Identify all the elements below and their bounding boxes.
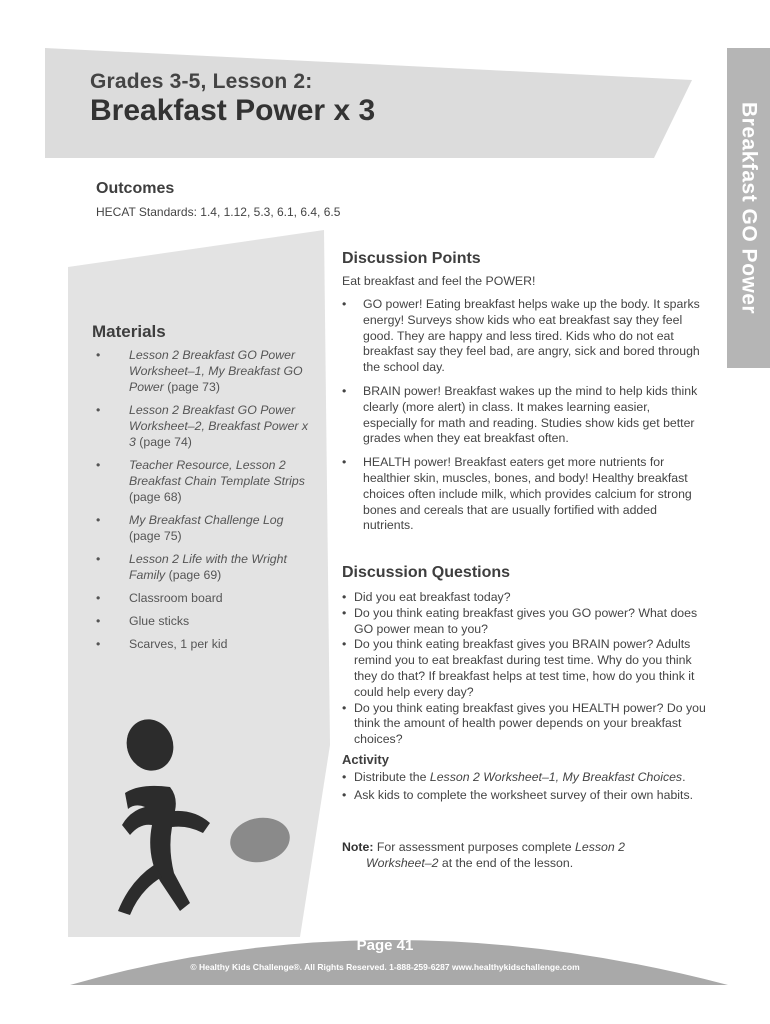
materials-item: • Lesson 2 Life with the Wright Family (page 69)	[96, 551, 316, 583]
discussion-point: • BRAIN power! Breakfast wakes up the mind to help kids think clearly (more alert) in class. It makes learning easier, especially for math and reading. Studies show kids get better grades when they eat breakfast often.	[342, 384, 707, 447]
copyright-notice: © Healthy Kids Challenge®. All Rights Reserved. 1-888-259-6287 www.healthykidschallenge.com	[190, 962, 580, 972]
discussion-points-list	[342, 297, 707, 542]
lesson-title: Breakfast Power x 3	[90, 94, 376, 127]
discussion-point: • GO power! Eating breakfast helps wake up the body. It sparks energy! Surveys show kids who eat breakfast say they feel good. They are happy and less tired. Kids who do not eat breakfast say they feel bad, are angry, sick and bored through the school day.	[342, 297, 707, 376]
hecat-standards: HECAT Standards: 1.4, 1.12, 5.3, 6.1, 6.4, 6.5	[96, 205, 341, 219]
activity-heading: Activity	[342, 752, 389, 767]
activity-item: • Ask kids to complete the worksheet survey of their own habits.	[342, 788, 707, 804]
grade-lesson-label: Grades 3-5, Lesson 2:	[90, 70, 313, 93]
materials-list	[96, 347, 316, 659]
runner-figure-icon	[100, 715, 300, 935]
activity-list	[342, 770, 707, 806]
discussion-question: • Did you eat breakfast today?	[342, 590, 707, 606]
note-block: Note: For assessment purposes complete Lesson 2 Worksheet–2 at the end of the lesson.	[342, 840, 625, 870]
materials-heading: Materials	[92, 322, 166, 341]
materials-item: • Teacher Resource, Lesson 2 Breakfast Chain Template Strips (page 68)	[96, 457, 316, 505]
discussion-question: • Do you think eating breakfast gives you HEALTH power? Do you think the amount of health power depends on your breakfast choices?	[342, 701, 707, 748]
outcomes-heading: Outcomes	[96, 180, 175, 197]
discussion-questions-list	[342, 590, 707, 748]
discussion-questions-heading: Discussion Questions	[342, 564, 511, 581]
discussion-points-intro: Eat breakfast and feel the POWER!	[342, 274, 536, 288]
materials-item: • Classroom board	[96, 590, 316, 606]
side-tab-label: Breakfast GO Power	[737, 101, 761, 315]
materials-item: • Glue sticks	[96, 613, 316, 629]
page-number: Page 41	[356, 937, 414, 954]
materials-item: • Lesson 2 Breakfast GO Power Worksheet–1, My Breakfast GO Power (page 73)	[96, 347, 316, 395]
materials-item: • Lesson 2 Breakfast GO Power Worksheet–2, Breakfast Power x 3 (page 74)	[96, 402, 316, 450]
discussion-points-heading: Discussion Points	[342, 250, 481, 267]
materials-item: • My Breakfast Challenge Log (page 75)	[96, 512, 316, 544]
note-label: Note:	[342, 840, 374, 854]
materials-item: • Scarves, 1 per kid	[96, 636, 316, 652]
activity-item: • Distribute the Lesson 2 Worksheet–1, My Breakfast Choices.	[342, 770, 707, 786]
discussion-point: • HEALTH power! Breakfast eaters get more nutrients for healthier skin, muscles, bones, and body! Healthy breakfast choices often include milk, which provides calcium for strong bones and cereals that are usually fortified with added nutrients.	[342, 455, 707, 534]
discussion-question: • Do you think eating breakfast gives you BRAIN power? Adults remind you to eat breakfast during test time. Why do you think they do that? If breakfast helps at test time, how do you think it could help every day?	[342, 637, 707, 700]
discussion-question: • Do you think eating breakfast gives you GO power? What does GO power mean to you?	[342, 606, 707, 638]
